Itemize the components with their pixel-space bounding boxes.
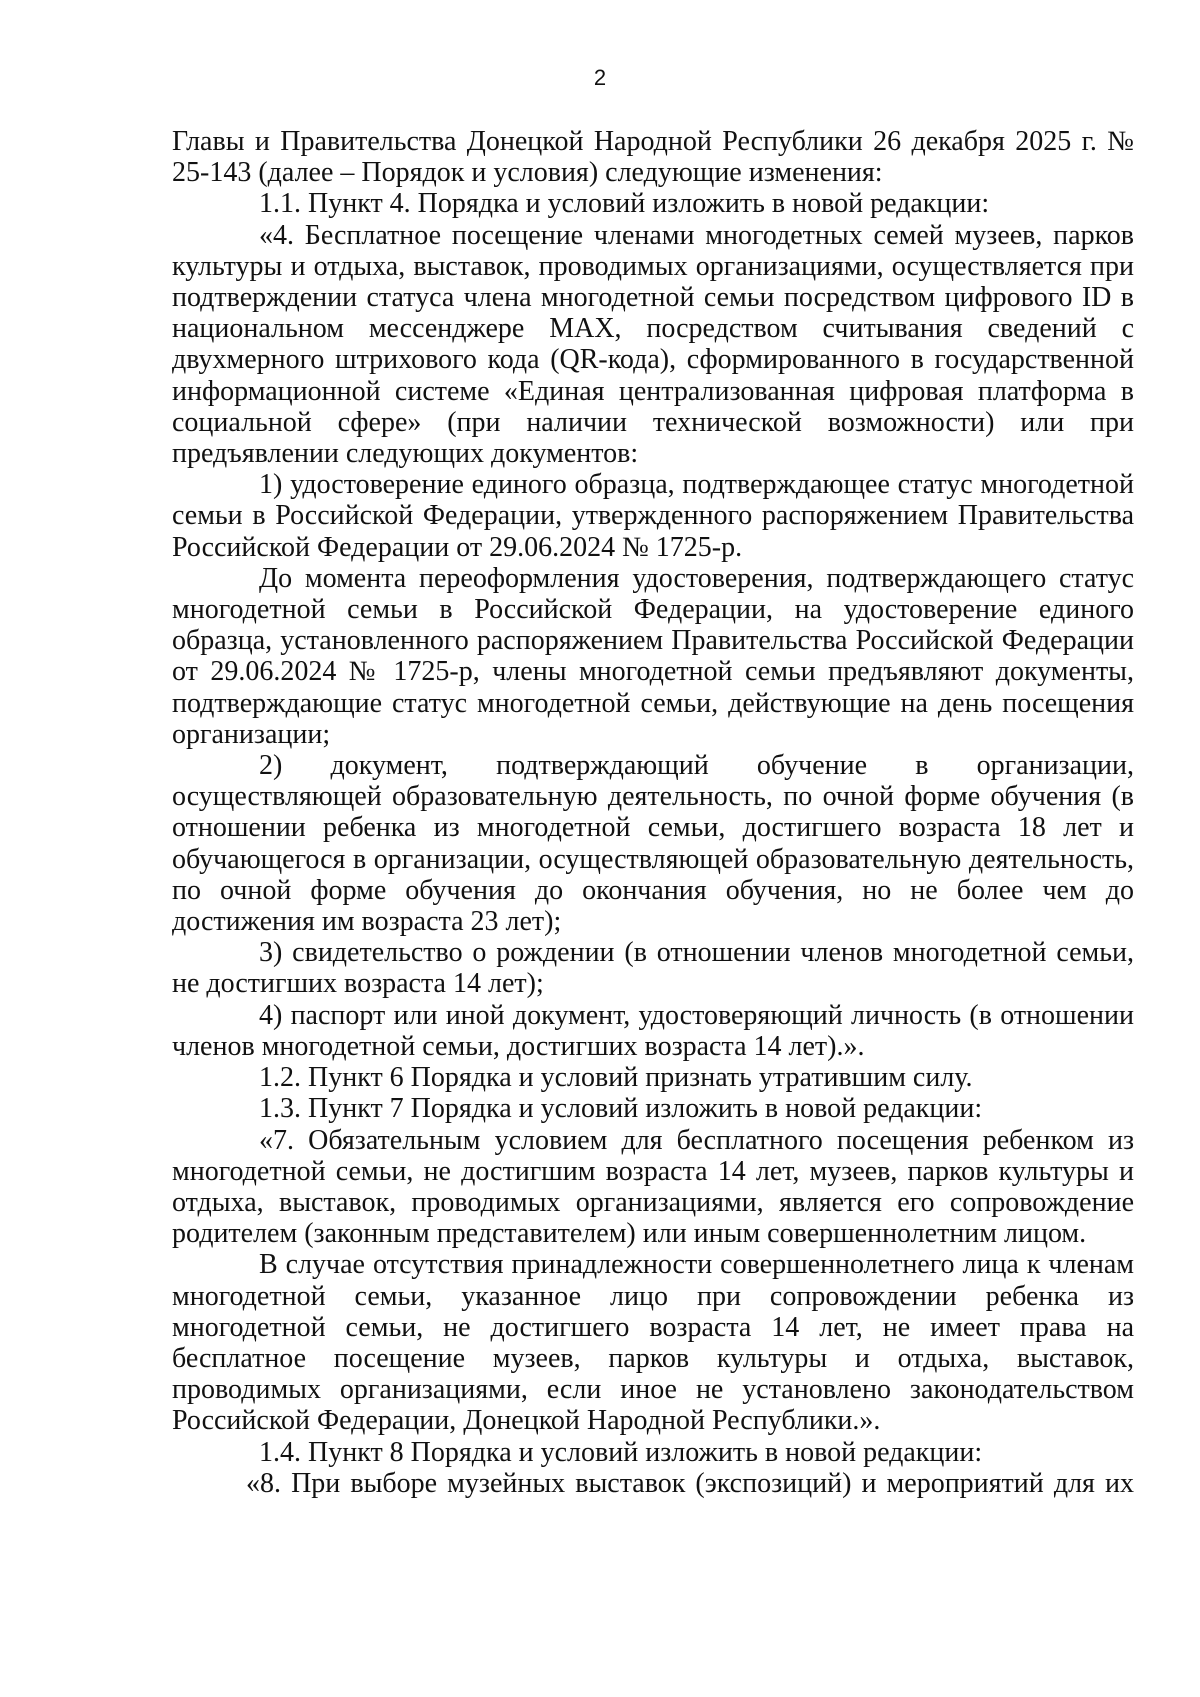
paragraph-adult-escort: В случае отсутствия принадлежности совершеннолетнего лица к членам многодетной семьи, указанное лицо при сопровождении ребенка из многодетной семьи, не достигшего возраста 14 лет, не имеет права на бесплатное посещение музеев, парков культуры и отдыха, выставок, проводимых организациями, если иное не установлено законодательством Российской Федерации, Донецкой Народной Республики.». [172, 1249, 1134, 1437]
paragraph-1-1: 1.1. Пункт 4. Порядка и условий изложить в новой редакции: [259, 188, 990, 220]
paragraph-1-4: 1.4. Пункт 8 Порядка и условий изложить в новой редакции: [259, 1436, 983, 1468]
paragraph-item-3: 3) свидетельство о рождении (в отношении членов многодетной семьи, не достигших возраста 14 лет); [172, 937, 1134, 1000]
page-number: 2 [593, 65, 607, 90]
paragraph-item-1: 1) удостоверение единого образца, подтверждающее статус многодетной семьи в Российской Федерации, утвержденного распоряжением Правительства Российской Федерации от 29.06.2024 № 1725-р. [172, 469, 1134, 563]
paragraph-reissue: До момента переоформления удостоверения, подтверждающего статус многодетной семьи в Российской Федерации, на удостоверение единого образца, установленного распоряжением Правительства Российской Федерации от 29.06.2024 № 1725-р, члены многодетной семьи предъявляют документы, подтверждающие статус многодетной семьи, действующие на день посещения организации; [172, 562, 1134, 750]
paragraph-point-4: «4. Бесплатное посещение членами многодетных семей музеев, парков культуры и отдыха, выставок, проводимых организациями, осуществляется при подтверждении статуса члена многодетной семьи посредством цифрового ID в национальном мессенджере MAX, посредством считывания сведений с двухмерного штрихового кода (QR-кода), сформированного в государственной информационной системе «Единая централизованная цифровая платформа в социальной сфере» (при наличии технической возможности) или при предъявлении следующих документов: [172, 219, 1134, 470]
paragraph-point-7: «7. Обязательным условием для бесплатного посещения ребенком из многодетной семьи, не достигшим возраста 14 лет, музеев, парков культуры и отдыха, выставок, проводимых организациями, является его сопровождение родителем (законным представителем) или иным совершеннолетним лицом. [172, 1124, 1134, 1250]
paragraph-point-8: «8. При выборе музейных выставок (экспозиций) и мероприятий для их [246, 1467, 1134, 1499]
paragraph-1-3: 1.3. Пункт 7 Порядка и условий изложить в новой редакции: [259, 1093, 983, 1125]
paragraph-item-4: 4) паспорт или иной документ, удостоверяющий личность (в отношении членов многодетной семьи, достигших возраста 14 лет).». [172, 999, 1134, 1062]
paragraph-item-2: 2) документ, подтверждающий обучение в организации, осуществляющей образовательную деятельность, по очной форме обучения (в отношении ребенка из многодетной семьи, достигшего возраста 18 лет и обучающегося в организации, осуществляющей образовательную деятельность, по очной форме обучения до окончания обучения, но не более чем до достижения им возраста 23 лет); [172, 750, 1134, 938]
document-body [172, 126, 1134, 1499]
paragraph-1-2: 1.2. Пункт 6 Порядка и условий признать утратившим силу. [259, 1062, 973, 1094]
paragraph-intro: Главы и Правительства Донецкой Народной Республики 26 декабря 2025 г. № 25-143 (далее – Порядок и условия) следующие изменения: [172, 126, 1134, 189]
